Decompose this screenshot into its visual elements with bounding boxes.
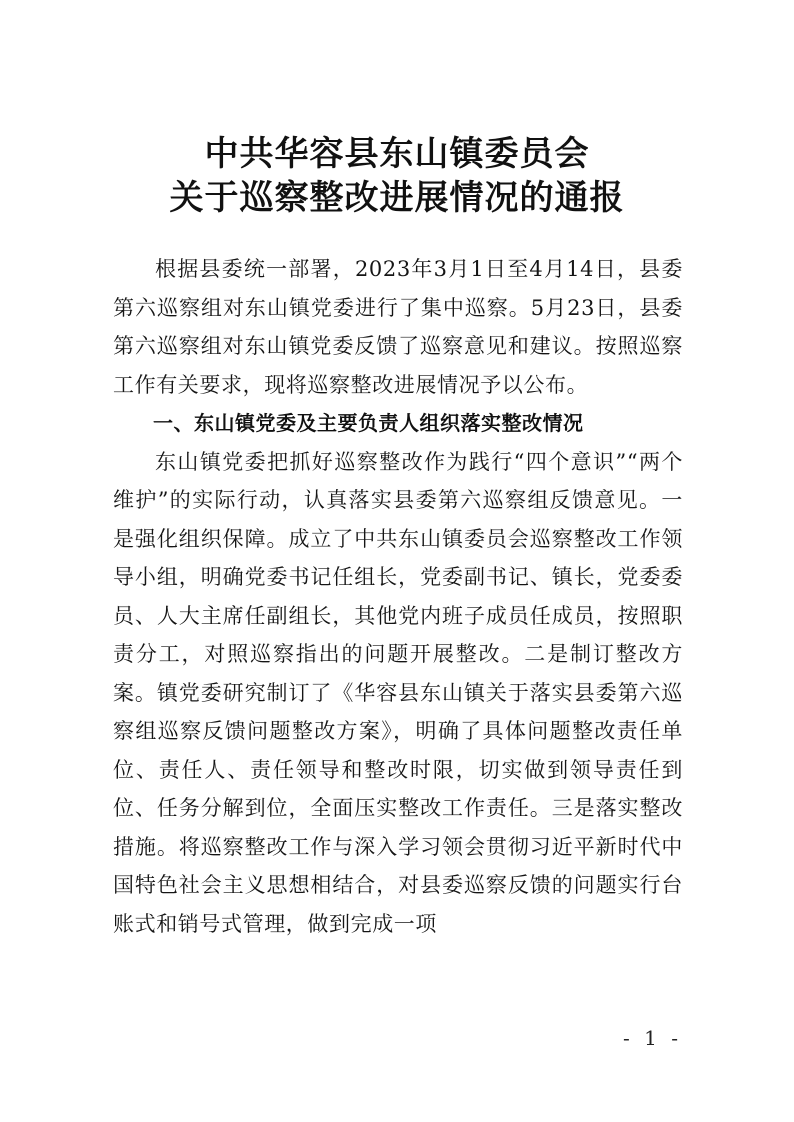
document-title-line-1: 中共华容县东山镇委员会	[204, 134, 590, 174]
document-title-line-2: 关于巡察整改进展情况的通报	[169, 178, 625, 218]
section-1-paragraph: 东山镇党委把抓好巡察整改作为践行“四个意识”“两个维护”的实际行动，认真落实县委第六巡察组反馈意见。一是强化组织保障。成立了中共东山镇委员会巡察整改工作领导小组，明确党委书记任组长，党委副书记、镇长，党委委员、人大主席任副组长，其他党内班子成员任成员，按照职责分工，对照巡察指出的问题开展整改。二是制订整改方案。镇党委研究制订了《华容县东山镇关于落实县委第六巡察组巡察反馈问题整改方案》，明确了具体问题整改责任单位、责任人、责任领导和整改时限，切实做到领导责任到位、任务分解到位，全面压实整改工作责任。三是落实整改措施。将巡察整改工作与深入学习领会贯彻习近平新时代中国特色社会主义思想相结合，对县委巡察反馈的问题实行台账式和销号式管理，做到完成一项	[113, 449, 683, 936]
intro-paragraph: 根据县委统一部署，2023年3月1日至4月14日，县委第六巡察组对东山镇党委进行了集中巡察。5月23日，县委第六巡察组对东山镇党委反馈了巡察意见和建议。按照巡察工作有关要求，现将巡察整改进展情况予以公布。	[113, 257, 683, 397]
section-1-heading: 一、东山镇党委及主要负责人组织落实整改情况	[153, 411, 584, 435]
document-body	[113, 250, 683, 943]
page-number: - 1 -	[623, 1026, 682, 1050]
